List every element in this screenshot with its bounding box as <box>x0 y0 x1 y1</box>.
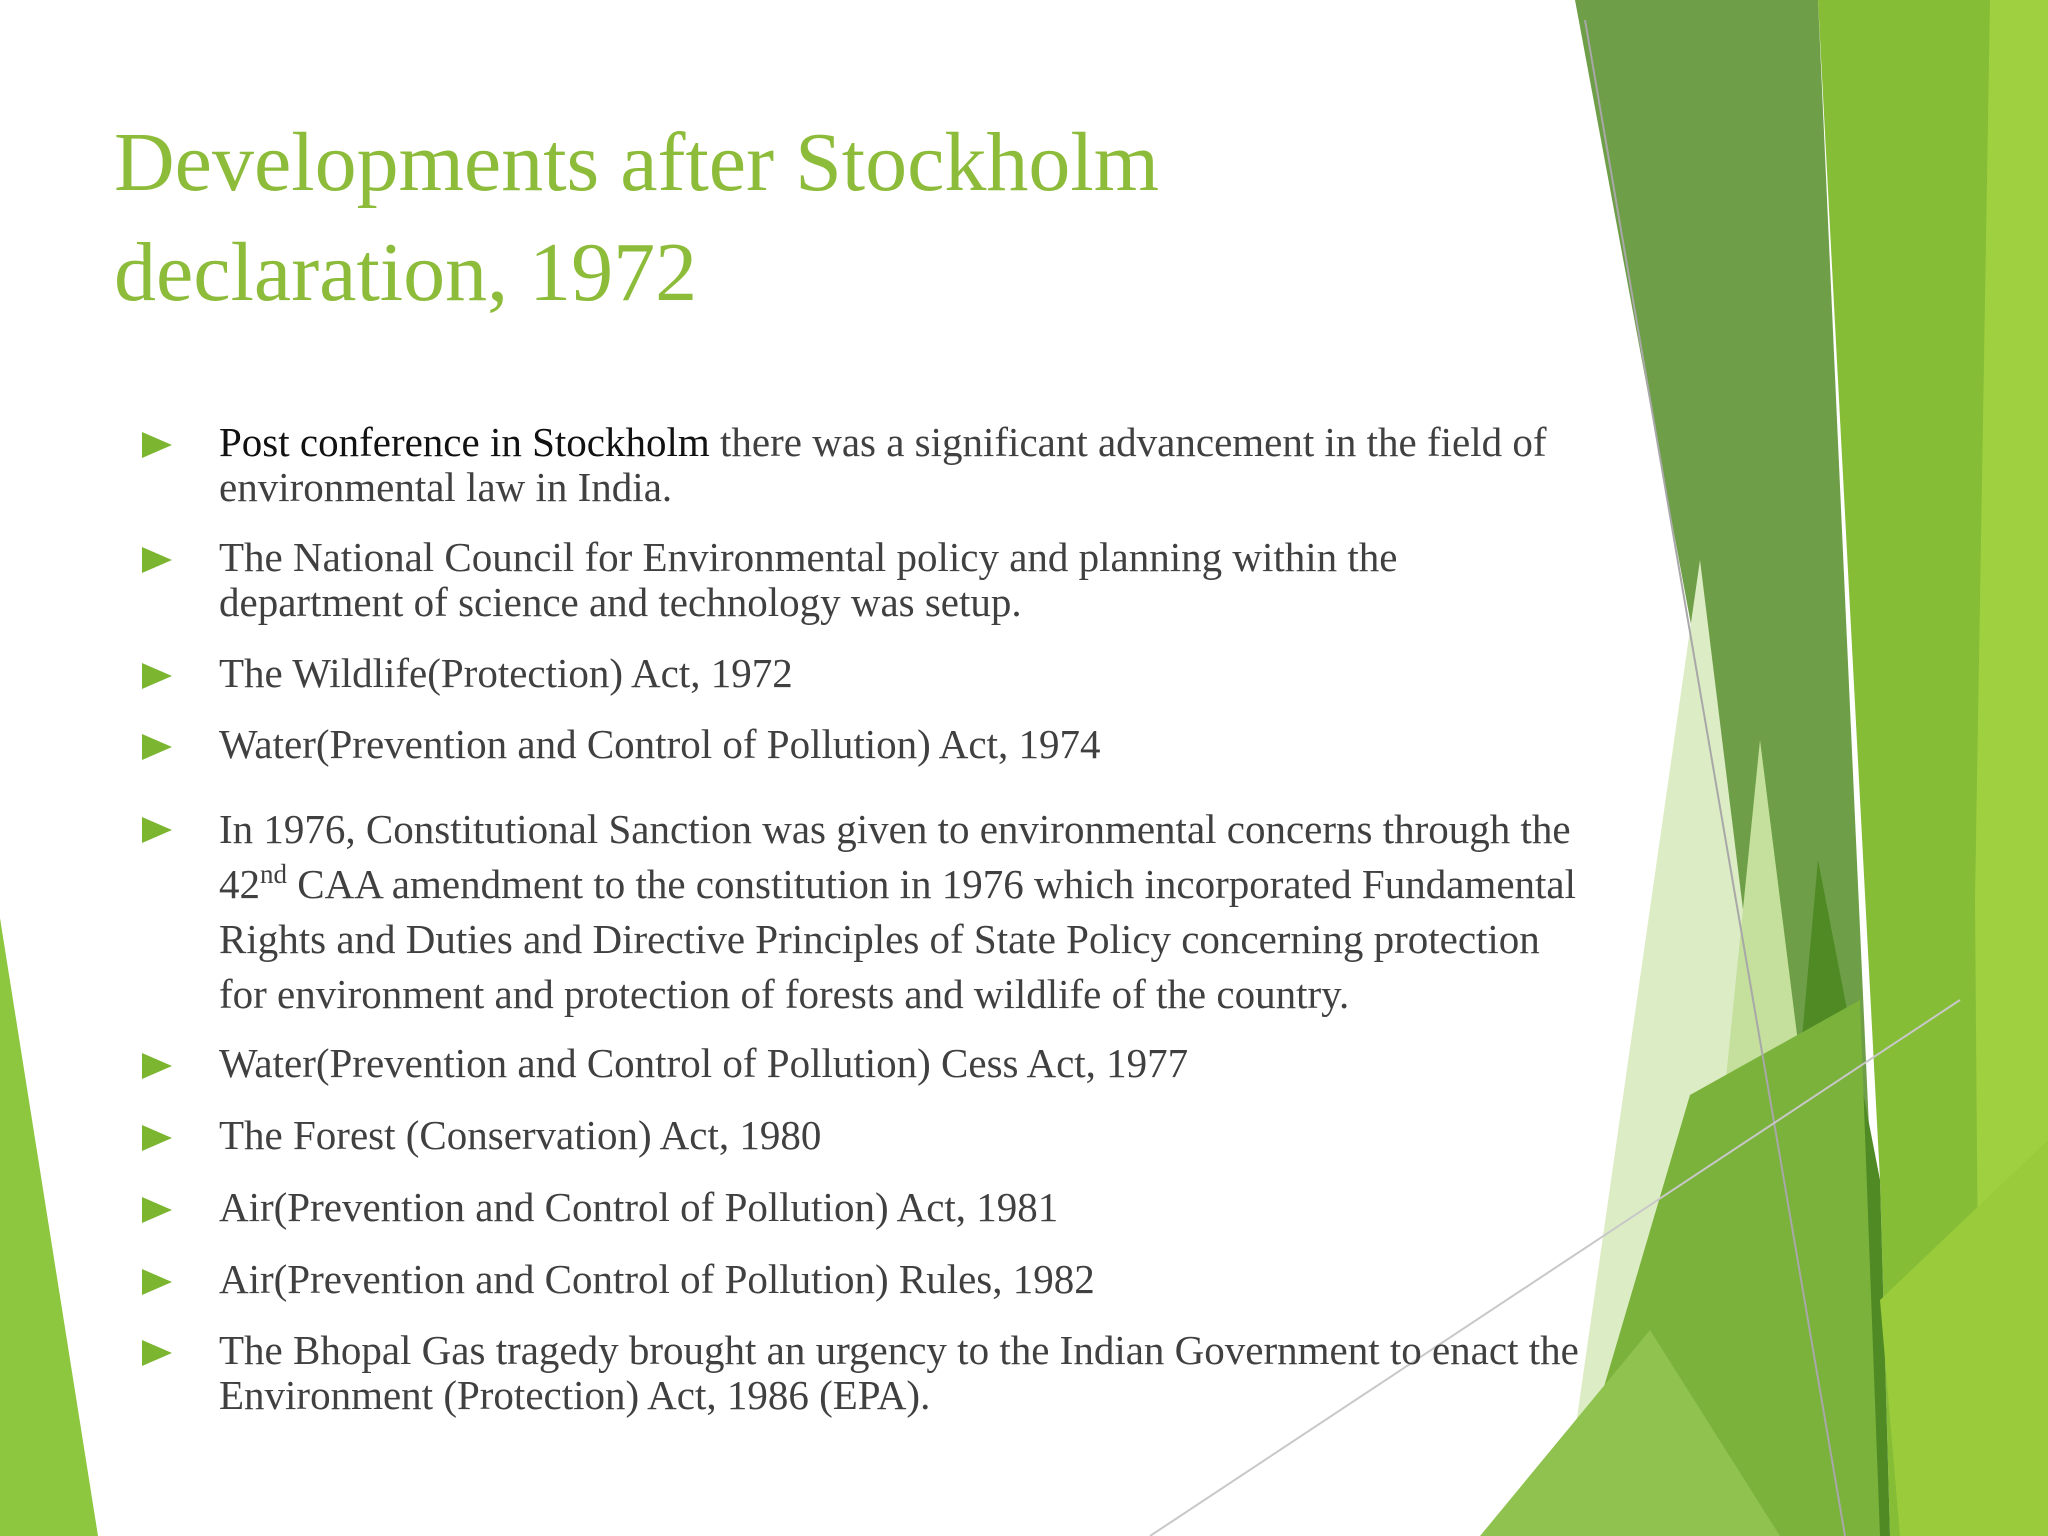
triangle-bullet-icon <box>142 734 172 760</box>
triangle-bullet-icon <box>142 432 172 458</box>
bullet-text <box>219 722 1759 767</box>
bullet-line: Air(Prevention and Control of Pollution) Act, 1981 <box>219 1184 1059 1230</box>
bullet-line: Water(Prevention and Control of Pollution) Act, 1974 <box>219 721 1101 767</box>
bullet-line: The National Council for Environmental policy and planning within the <box>219 534 1398 580</box>
bullet-line: CAA amendment to the constitution in 1976 which incorporated Fundamental <box>287 861 1576 907</box>
bullet-line: Water(Prevention and Control of Pollution) Cess Act, 1977 <box>219 1040 1189 1086</box>
bullet-line: The Wildlife(Protection) Act, 1972 <box>219 650 793 696</box>
bullet-line: 42 <box>219 861 260 907</box>
bullet-text <box>219 1328 1759 1418</box>
title-line-2: declaration, 1972 <box>114 226 698 319</box>
bullet-line: Environment (Protection) Act, 1986 (EPA). <box>219 1372 931 1418</box>
bullet-text <box>219 1041 1759 1086</box>
triangle-bullet-icon <box>142 663 172 689</box>
bullet-text <box>219 802 1759 1022</box>
bullet-line: there was a significant advancement in the field of <box>709 419 1547 465</box>
bullet-text <box>219 1113 1759 1158</box>
triangle-bullet-icon <box>142 547 172 573</box>
bullet-line: The Forest (Conservation) Act, 1980 <box>219 1112 822 1158</box>
bullet-lead-text: Post conference in Stockholm <box>219 419 710 465</box>
bullet-text <box>219 420 1759 510</box>
bullet-text <box>219 651 1759 696</box>
bullet-line: The Bhopal Gas tragedy brought an urgency to the Indian Government to enact the <box>219 1327 1579 1373</box>
triangle-bullet-icon <box>142 817 172 843</box>
triangle-bullet-icon <box>142 1269 172 1295</box>
bullet-text <box>219 1257 1759 1302</box>
bullet-text <box>219 535 1759 625</box>
triangle-bullet-icon <box>142 1197 172 1223</box>
triangle-bullet-icon <box>142 1125 172 1151</box>
triangle-bullet-icon <box>142 1053 172 1079</box>
bullet-text <box>219 1185 1759 1230</box>
triangle-bullet-icon <box>142 1340 172 1366</box>
bullet-line: In 1976, Constitutional Sanction was given to environmental concerns through the <box>219 806 1571 852</box>
title-line-1: Developments after Stockholm <box>114 116 1160 209</box>
bullet-line: for environment and protection of forests and wildlife of the country. <box>219 971 1350 1017</box>
ordinal-superscript: nd <box>260 859 287 889</box>
bullet-line: Rights and Duties and Directive Principles of State Policy concerning protection <box>219 916 1540 962</box>
bullet-line: Air(Prevention and Control of Pollution) Rules, 1982 <box>219 1256 1095 1302</box>
bullet-line: department of science and technology was setup. <box>219 579 1022 625</box>
bullet-line: environmental law in India. <box>219 464 673 510</box>
